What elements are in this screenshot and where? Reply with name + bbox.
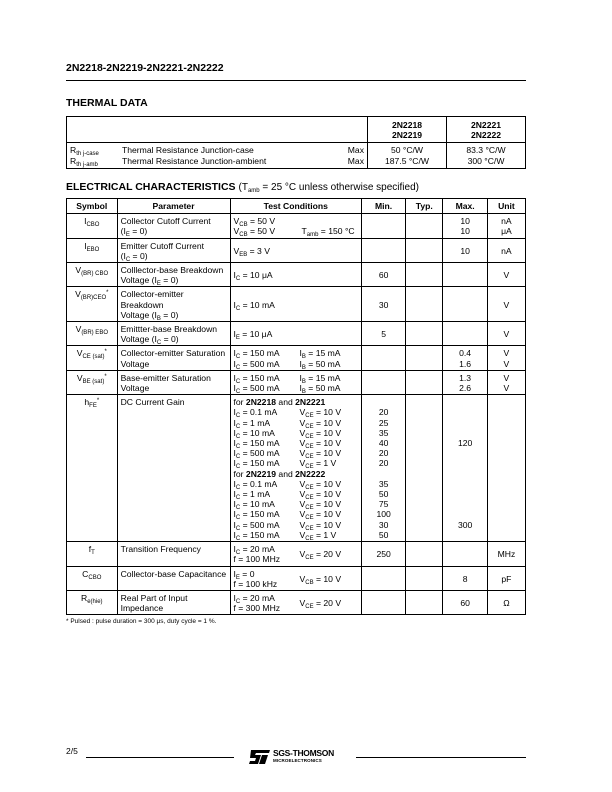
- hfe-test-line: $I_C = 500$ mA $V_{CE} = 10$ V: [233, 519, 342, 532]
- footnote-pulsed: * Pulsed : pulse duration = 300 μs, duty cycle = 1 %.: [66, 618, 217, 625]
- param-line: Impedance: [120, 603, 164, 614]
- param-line: Base-emitter Saturation: [120, 372, 211, 383]
- hfe-min-value: 50: [378, 489, 389, 500]
- test-vcesat: [230, 346, 362, 370]
- test-line: $I_C = 20$ mA: [233, 544, 275, 557]
- max-vbesat: [443, 370, 487, 394]
- thermal-parameter-cell: [119, 143, 333, 168]
- thermal-param-junction-ambient: Thermal Resistance Junction-ambient: [122, 155, 267, 166]
- typ-icbo: [406, 214, 443, 238]
- max-value: 2.6: [459, 383, 472, 394]
- test-line: $I_C = 500$ mA $I_B = 50$ mA: [233, 383, 341, 396]
- logo-name: SGS-THOMSON: [273, 748, 334, 758]
- symbol-vbrcbo: $V_{(BR) CBO}$: [67, 263, 118, 287]
- param-line: Voltage: [120, 358, 150, 369]
- thermal-symbol-cell: [67, 143, 120, 168]
- max-vbrebo: [443, 322, 487, 346]
- footer-rule-right: [356, 757, 526, 758]
- test-vbrebo: $I_E = 10$ μA: [230, 322, 362, 346]
- unit-vbesat: [487, 370, 525, 394]
- st-logo-icon: [248, 750, 270, 764]
- symbol-icbo: $I_{CBO}$: [67, 214, 118, 238]
- thermal-param-junction-case: Thermal Resistance Junction-case: [122, 145, 254, 156]
- thermal-max-label: Max: [347, 155, 364, 166]
- hfe-test-line: $I_C = 1$ mA $V_{CE} = 10$ V: [233, 417, 342, 430]
- test-icbo: [230, 214, 362, 238]
- typ-vbrceo: [406, 287, 443, 322]
- test-line: $I_E = 0$: [233, 568, 255, 581]
- footer-rule-left: [86, 757, 234, 758]
- elec-title-conditions: ($T_{amb} = 25$ °C unless otherwise specified): [238, 182, 419, 194]
- test-line: $I_C = 20$ mA: [233, 592, 275, 605]
- max-value: 1.3: [459, 372, 472, 383]
- thermal-data-title: THERMAL DATA: [66, 97, 148, 109]
- thermal-col1-device-a: 2N2218: [391, 120, 423, 130]
- min-vbesat: [362, 370, 406, 394]
- typ-vbrebo: [406, 322, 443, 346]
- max-value: 10: [460, 216, 470, 227]
- symbol-ccbo: $C_{CBO}$: [67, 566, 118, 590]
- min-rehie: [362, 590, 406, 614]
- test-line: $V_{CB} = 50$ V $T_{amb} = 150$ °C: [233, 226, 355, 239]
- unit-value: V: [503, 358, 510, 369]
- min-vcesat: [362, 346, 406, 370]
- max-vbrceo: [443, 287, 487, 322]
- table-row-icbo: [67, 214, 526, 238]
- param-line: Voltage $(I_C = 0)$: [120, 334, 179, 347]
- electrical-characteristics-table: [66, 198, 526, 615]
- test-line: f = 300 MHz $V_{CE} = 20$ V: [233, 598, 342, 614]
- thermal-symbol-rth-ja: $R_{th j-amb}$: [70, 155, 98, 168]
- param-vbrceo: [117, 287, 230, 322]
- typ-ft: [406, 542, 443, 566]
- unit-value: V: [503, 348, 510, 359]
- symbol-vbrebo: $V_{(BR) EBO}$: [67, 322, 118, 346]
- hfe-min-value: 35: [378, 427, 389, 438]
- electrical-characteristics-title: [66, 181, 419, 193]
- typ-ccbo: [406, 566, 443, 590]
- hfe-min-group1: [365, 407, 402, 468]
- max-vbrcbo: [443, 263, 487, 287]
- unit-ft: MHz: [487, 542, 525, 566]
- hfe-group1-lines: [233, 407, 359, 471]
- unit-iebo: nA: [487, 238, 525, 262]
- unit-vbrceo: V: [487, 287, 525, 322]
- table-row-vbrceo: [67, 287, 526, 322]
- unit-vbrcbo: V: [487, 263, 525, 287]
- thermal-col2-values: [447, 143, 526, 168]
- hfe-max-group1: 120: [457, 438, 473, 449]
- test-line: f = 100 MHz $V_{CE} = 20$ V: [233, 549, 342, 565]
- unit-ccbo: pF: [487, 566, 525, 590]
- table-row-rehie: [67, 590, 526, 614]
- unit-icbo: [487, 214, 525, 238]
- unit-rehie: Ω: [487, 590, 525, 614]
- min-ft: 250: [362, 542, 406, 566]
- test-ccbo: [230, 566, 362, 590]
- max-vcesat: [443, 346, 487, 370]
- param-line: Voltage $(I_B = 0)$: [120, 309, 179, 322]
- param-line: Colllector-base Breakdown: [120, 265, 224, 276]
- table-row-vbesat: [67, 370, 526, 394]
- hfe-test-line: $I_C = 150$ mA $V_{CE} = 10$ V: [233, 438, 342, 451]
- typ-rehie: [406, 590, 443, 614]
- thermal-value: 300 °C/W: [467, 155, 505, 166]
- min-vbrceo: 30: [362, 287, 406, 322]
- thermal-col1-device-b: 2N2219: [391, 130, 423, 141]
- col-header-parameter: Parameter: [117, 199, 230, 214]
- param-vbesat: [117, 370, 230, 394]
- test-line: $V_{CB} = 50$ V: [233, 216, 276, 229]
- elec-title-text: ELECTRICAL CHARACTERISTICS: [66, 181, 236, 193]
- param-line: Collector Cutoff Current: [120, 216, 211, 227]
- max-iebo: 10: [443, 238, 487, 262]
- symbol-vbrceo: $V_{(BR)CEO}^*$: [67, 287, 118, 322]
- symbol-hfe: $h_{FE}^*$: [67, 395, 118, 542]
- test-vbrceo: $I_C = 10$ mA: [230, 287, 362, 322]
- typ-vcesat: [406, 346, 443, 370]
- param-ft: Transition Frequency: [117, 542, 230, 566]
- header-rule: [66, 80, 526, 81]
- param-line: $(I_E = 0)$: [120, 226, 148, 239]
- param-vbrcbo: [117, 263, 230, 287]
- max-value: 10: [460, 226, 470, 237]
- hfe-max-group2: 300: [457, 519, 473, 530]
- hfe-test-line: $I_C = 150$ mA $V_{CE} = 10$ V: [233, 509, 342, 522]
- hfe-min-value: 35: [378, 478, 389, 489]
- thermal-col1-header: [368, 117, 447, 143]
- thermal-data-table: [66, 116, 526, 169]
- thermal-values-row: [67, 143, 526, 168]
- param-line: Collector-emitter Breakdown: [120, 289, 184, 310]
- param-line: Voltage $(I_E = 0)$: [120, 275, 179, 288]
- hfe-min-group2: [365, 479, 402, 540]
- test-line: $I_C = 150$ mA $I_B = 15$ mA: [233, 348, 341, 361]
- table-row-ccbo: [67, 566, 526, 590]
- param-rehie: [117, 590, 230, 614]
- max-value: 0.4: [459, 348, 472, 359]
- unit-vbrebo: V: [487, 322, 525, 346]
- max-ft: [443, 542, 487, 566]
- max-rehie: 60: [443, 590, 487, 614]
- page-number: 2/5: [66, 746, 78, 756]
- max-ccbo: 8: [443, 566, 487, 590]
- typ-iebo: [406, 238, 443, 262]
- min-vbrebo: 5: [362, 322, 406, 346]
- param-iebo: [117, 238, 230, 262]
- test-line: $I_C = 500$ mA $I_B = 50$ mA: [233, 358, 341, 371]
- col-header-min: Min.: [362, 199, 406, 214]
- min-hfe: [362, 395, 406, 542]
- thermal-header-row: [67, 117, 526, 143]
- thermal-symbol-rth-jc: $R_{th j-case}$: [70, 145, 99, 158]
- symbol-vcesat: $V_{CE (sat)}^*$: [67, 346, 118, 370]
- min-iebo: [362, 238, 406, 262]
- max-value: 1.6: [459, 358, 472, 369]
- param-hfe: DC Current Gain: [117, 395, 230, 542]
- col-header-symbol: Symbol: [67, 199, 118, 214]
- thermal-value: 83.3 °C/W: [466, 145, 506, 156]
- hfe-test-line: $I_C = 0.1$ mA $V_{CE} = 10$ V: [233, 478, 342, 491]
- logo-text: [273, 750, 334, 764]
- logo-sub: MICROELECTRONICS: [273, 758, 322, 763]
- param-line: Voltage: [120, 383, 150, 394]
- col-header-test-conditions: Test Conditions: [230, 199, 362, 214]
- unit-vcesat: [487, 346, 525, 370]
- hfe-min-value: 25: [378, 417, 389, 428]
- hfe-test-line: $I_C = 150$ mA $V_{CE} = 1$ V: [233, 529, 337, 542]
- hfe-min-value: 20: [378, 407, 389, 418]
- thermal-header-blank: [67, 117, 368, 143]
- symbol-iebo: $I_{EBO}$: [67, 238, 118, 262]
- param-line: Real Part of Input: [120, 592, 188, 603]
- thermal-max-label-cell: [333, 143, 368, 168]
- col-header-max: Max.: [443, 199, 487, 214]
- thermal-col1-values: [368, 143, 447, 168]
- table-row-iebo: [67, 238, 526, 262]
- min-vbrcbo: 60: [362, 263, 406, 287]
- min-ccbo: [362, 566, 406, 590]
- hfe-min-value: 30: [378, 519, 389, 530]
- hfe-test-line: $I_C = 10$ mA $V_{CE} = 10$ V: [233, 427, 342, 440]
- symbol-vbesat: $V_{BE (sat)}^*$: [67, 370, 118, 394]
- hfe-group-header: for 2N2218 and 2N2221: [233, 397, 326, 408]
- test-rehie: [230, 590, 362, 614]
- unit-value: V: [503, 372, 510, 383]
- param-line: Collector-emitter Saturation: [120, 348, 226, 359]
- min-icbo: [362, 214, 406, 238]
- hfe-min-value: 40: [378, 438, 389, 449]
- test-vbesat: [230, 370, 362, 394]
- test-hfe: [230, 395, 362, 542]
- table-row-ft: [67, 542, 526, 566]
- hfe-min-value: 20: [378, 458, 389, 469]
- test-iebo: $V_{EB} = 3$ V: [230, 238, 362, 262]
- thermal-col2-device-a: 2N2221: [470, 120, 502, 130]
- sgs-thomson-logo: [248, 750, 334, 764]
- hfe-test-line: $I_C = 1$ mA $V_{CE} = 10$ V: [233, 489, 342, 502]
- hfe-min-value: 100: [376, 509, 391, 520]
- test-vbrcbo: $I_C = 10$ μA: [230, 263, 362, 287]
- param-icbo: [117, 214, 230, 238]
- elec-header-row: [67, 199, 526, 214]
- param-vbrebo: [117, 322, 230, 346]
- hfe-test-line: $I_C = 500$ mA $V_{CE} = 10$ V: [233, 448, 342, 461]
- thermal-value: 187.5 °C/W: [384, 155, 430, 166]
- thermal-col2-device-b: 2N2222: [470, 130, 502, 141]
- table-row-vcesat: [67, 346, 526, 370]
- hfe-test-line: $I_C = 150$ mA $V_{CE} = 1$ V: [233, 458, 337, 471]
- hfe-min-value: 20: [378, 448, 389, 459]
- param-ccbo: Collector-base Capacitance: [117, 566, 230, 590]
- unit-hfe: [487, 395, 525, 542]
- param-vcesat: [117, 346, 230, 370]
- hfe-test-line: $I_C = 10$ mA $V_{CE} = 10$ V: [233, 499, 342, 512]
- hfe-test-line: $I_C = 0.1$ mA $V_{CE} = 10$ V: [233, 407, 342, 420]
- symbol-ft: $f_T$: [67, 542, 118, 566]
- typ-vbrcbo: [406, 263, 443, 287]
- col-header-typ: Typ.: [406, 199, 443, 214]
- thermal-max-label: Max: [347, 145, 364, 156]
- max-hfe: [443, 395, 487, 542]
- test-line: f = 100 kHz $V_{CB} = 10$ V: [233, 573, 342, 589]
- thermal-col2-header: [447, 117, 526, 143]
- hfe-min-value: 50: [378, 529, 389, 540]
- page-header-title: 2N2218-2N2219-2N2221-2N2222: [66, 62, 224, 74]
- unit-value: V: [503, 383, 510, 394]
- hfe-group2-lines: [234, 479, 359, 540]
- hfe-group-header: for 2N2219 and 2N2222: [233, 468, 326, 479]
- param-line: $(I_C = 0)$: [120, 250, 148, 263]
- table-row-hfe: [67, 395, 526, 542]
- test-line: $I_C = 150$ mA $I_B = 15$ mA: [233, 372, 341, 385]
- hfe-min-value: 75: [378, 499, 389, 510]
- typ-vbesat: [406, 370, 443, 394]
- test-ft: [230, 542, 362, 566]
- unit-value: μA: [501, 226, 512, 237]
- thermal-value: 50 °C/W: [390, 145, 424, 156]
- max-icbo: [443, 214, 487, 238]
- table-row-vbrcbo: [67, 263, 526, 287]
- unit-value: nA: [501, 216, 512, 227]
- col-header-unit: Unit: [487, 199, 525, 214]
- typ-hfe: [406, 395, 443, 542]
- table-row-vbrebo: [67, 322, 526, 346]
- symbol-rehie: $R_{e(hie)}$: [67, 590, 118, 614]
- param-line: Emittter-base Breakdown: [120, 324, 218, 335]
- param-line: Emitter Cutoff Current: [120, 240, 204, 251]
